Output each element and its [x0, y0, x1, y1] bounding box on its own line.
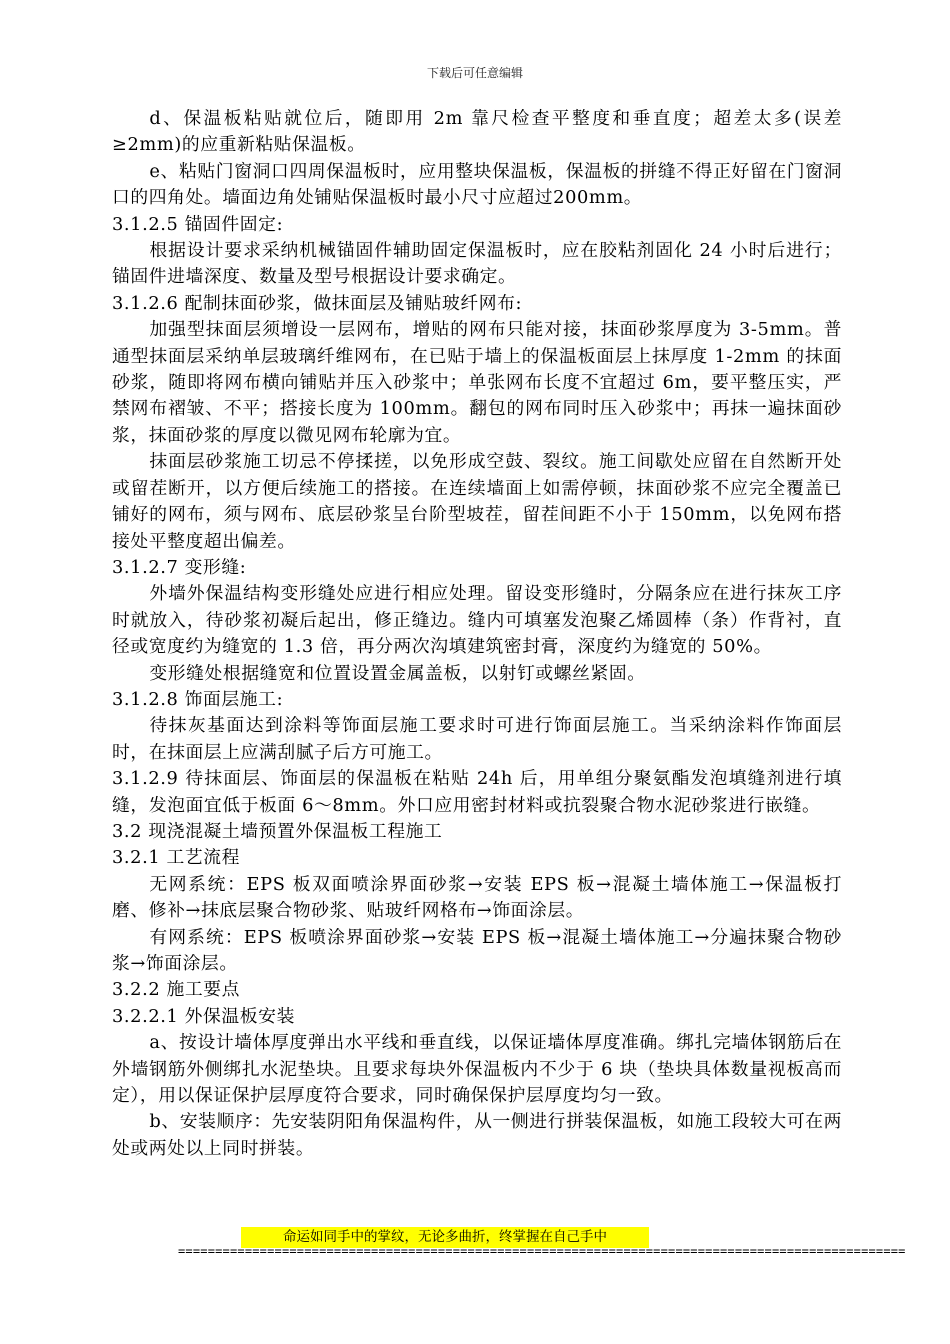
- paragraph: 加强型抹面层须增设一层网布，增贴的网布只能对接，抹面砂浆厚度为 3-5mm。普通型抹面层采纳单层玻璃纤维网布，在已贴于墙上的保温板面层上抹厚度 1-2mm 的抹面砂浆，随即将网布横向铺贴并压入砂浆中；单张网布长度不宜超过 6m，要平整压实，严禁网布褶皱、不平；搭接长度为 100mm。翻包的网布同时压入砂浆中；再抹一遍抹面砂浆，抹面砂浆的厚度以微见网布轮廓为宜。: [112, 319, 842, 446]
- section-heading: 3.2.1 工艺流程: [112, 847, 241, 869]
- footer-motto: 命运如同手中的掌纹，无论多曲折，终掌握在自己手中: [241, 1227, 649, 1248]
- paragraph: 根据设计要求采纳机械锚固件辅助固定保温板时，应在胶粘剂固化 24 小时后进行；锚固件进墙深度、数量及型号根据设计要求确定。: [112, 240, 842, 288]
- paragraph: d、保温板粘贴就位后，随即用 2m 靠尺检查平整度和垂直度；超差太多(误差≥2mm)的应重新粘贴保温板。: [112, 108, 842, 156]
- paragraph: 无网系统：EPS 板双面喷涂界面砂浆→安装 EPS 板→混凝土墙体施工→保温板打磨、修补→抹底层聚合物砂浆、贴玻纤网格布→饰面涂层。: [112, 873, 842, 922]
- section-heading: 3.1.2.9 待抹面层、饰面层的保温板在粘贴 24h 后，用单组分聚氨酯发泡填缝剂进行填缝，发泡面宜低于板面 6～8mm。外口应用密封材料或抗裂聚合物水泥砂浆进行嵌缝。: [112, 768, 842, 816]
- section-heading: 3.1.2.6 配制抹面砂浆，做抹面层及铺贴玻纤网布:: [112, 292, 523, 314]
- paragraph: b、安装顺序：先安装阴阳角保温构件，从一侧进行拼装保温板，如施工段较大可在两处或两处以上同时拼装。: [112, 1111, 842, 1159]
- section-heading: 3.2.2 施工要点: [112, 979, 241, 1001]
- page-header: 下载后可任意编辑: [426, 66, 523, 80]
- section-heading: 3.2 现浇混凝土墙预置外保温板工程施工: [112, 820, 443, 842]
- paragraph: 变形缝处根据缝宽和位置设置金属盖板，以射钉或螺丝紧固。: [149, 662, 646, 684]
- paragraph: 外墙外保温结构变形缝处应进行相应处理。留设变形缝时，分隔条应在进行抹灰工序时就放入，待砂浆初凝后起出，修正缝边。缝内可填塞发泡聚乙烯圆棒（条）作背衬，直径或宽度约为缝宽的 1.3 倍，再分两次沟填建筑密封膏，深度约为缝宽的 50%。: [112, 583, 842, 658]
- paragraph: 有网系统：EPS 板喷涂界面砂浆→安装 EPS 板→混凝土墙体施工→分遍抹聚合物砂浆→饰面涂层。: [112, 926, 842, 974]
- section-heading: 3.1.2.7 变形缝:: [112, 556, 247, 578]
- section-heading: 3.2.2.1 外保温板安装: [112, 1005, 295, 1027]
- section-heading: 3.1.2.5 锚固件固定:: [112, 213, 284, 235]
- paragraph: 待抹灰基面达到涂料等饰面层施工要求时可进行饰面层施工。当采纳涂料作饰面层时，在抹面层上应满刮腻子后方可施工。: [112, 715, 842, 763]
- paragraph: a、按设计墙体厚度弹出水平线和垂直线，以保证墙体厚度准确。绑扎完墙体钢筋后在外墙钢筋外侧绑扎水泥垫块。且要求每块外保温板内不少于 6 块（垫块具体数量视板高而定），用以保证保护层厚度符合要求，同时确保保护层厚度均匀一致。: [112, 1032, 842, 1107]
- paragraph: 抹面层砂浆施工切忌不停揉搓，以免形成空鼓、裂纹。施工间歇处应留在自然断开处或留茬断开，以方便后续施工的搭接。在连续墙面上如需停顿，抹面砂浆不应完全覆盖已铺好的网布，须与网布、底层砂浆呈台阶型坡茬，留茬间距不小于 150mm，以免网布搭接处平整度超出偏差。: [112, 451, 842, 552]
- footer-rule: ==================================================================================================: [178, 1244, 906, 1258]
- document-body: [112, 106, 842, 1162]
- paragraph: e、粘贴门窗洞口四周保温板时，应用整块保温板，保温板的拼缝不得正好留在门窗洞口的四角处。墙面边角处铺贴保温板时最小尺寸应超过200mm。: [112, 160, 842, 209]
- section-heading: 3.1.2.8 饰面层施工:: [112, 688, 284, 710]
